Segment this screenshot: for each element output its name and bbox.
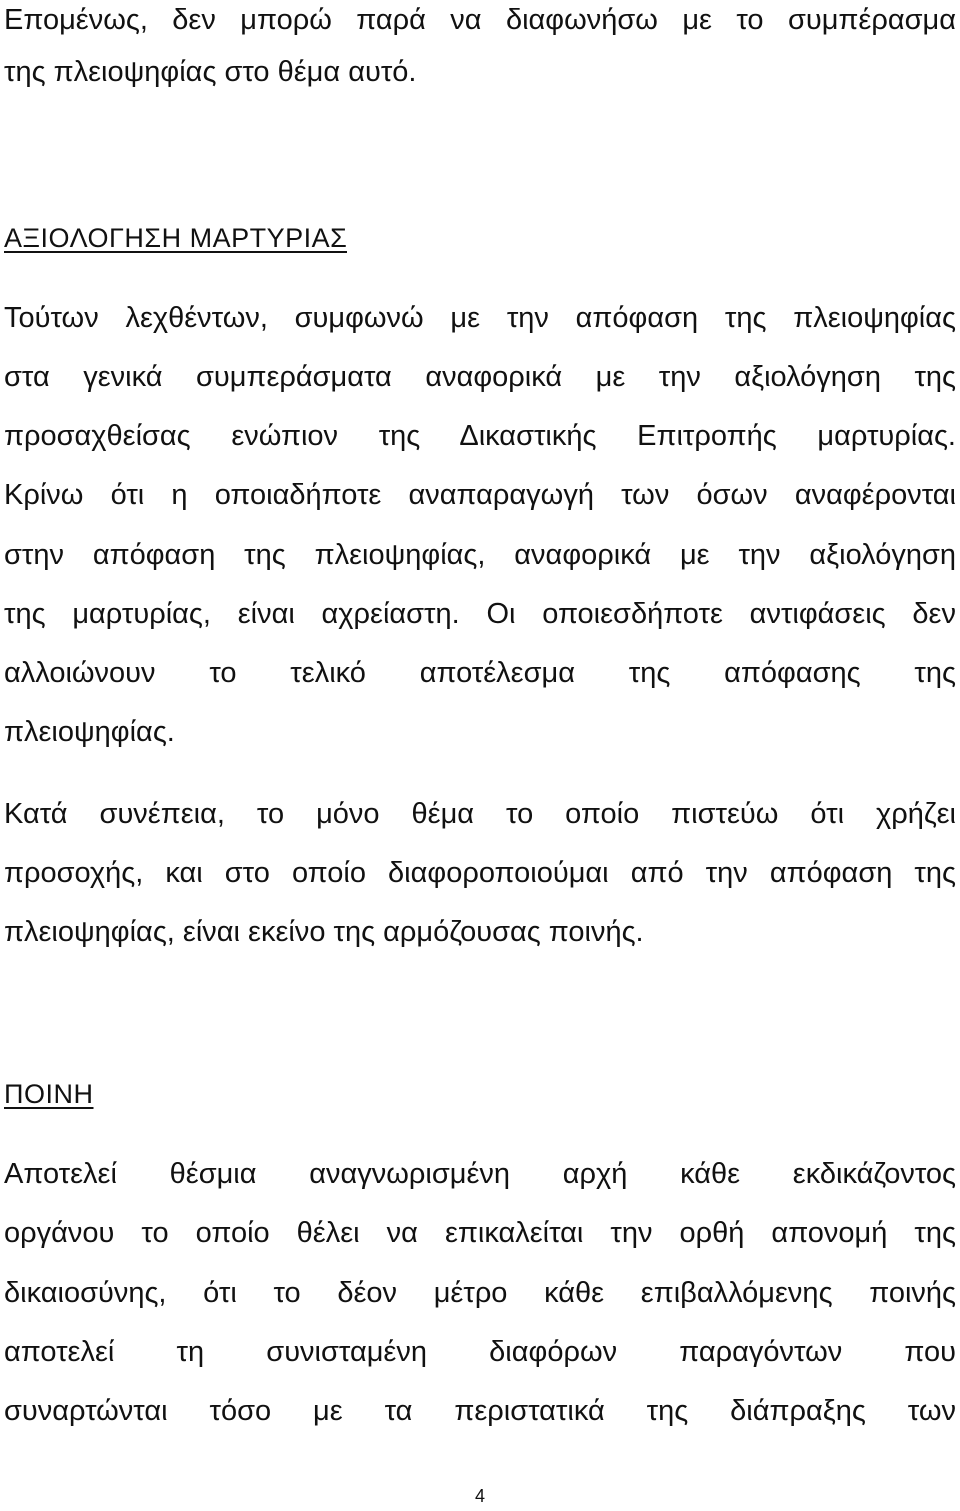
witness-p2-line-1: Κατά συνέπεια, το μόνο θέμα το οποίο πιστεύω ότι χρήζει bbox=[4, 798, 956, 830]
witness-p1-line-5: στην απόφαση της πλειοψηφίας, αναφορικά με την αξιολόγηση bbox=[4, 539, 956, 571]
section-heading-witness: ΑΞΙΟΛΟΓΗΣΗ ΜΑΡΤΥΡΙΑΣ bbox=[4, 223, 348, 253]
intro-line-1: Επομένως, δεν μπορώ παρά να διαφωνήσω με το συμπέρασμα bbox=[4, 4, 956, 36]
penalty-p1-line-5: συναρτώνται τόσο με τα περιστατικά της διάπραξης των bbox=[4, 1395, 956, 1427]
penalty-p1-line-2: οργάνου το οποίο θέλει να επικαλείται την ορθή απονομή της bbox=[4, 1217, 956, 1249]
witness-p2-line-3: πλειοψηφίας, είναι εκείνο της αρμόζουσας ποινής. bbox=[4, 916, 644, 948]
section-heading-penalty: ΠΟΙΝΗ bbox=[4, 1079, 94, 1109]
witness-p1-line-6: της μαρτυρίας, είναι αχρείαστη. Οι οποιεσδήποτε αντιφάσεις δεν bbox=[4, 598, 956, 630]
witness-p1-line-2: στα γενικά συμπεράσματα αναφορικά με την αξιολόγηση της bbox=[4, 361, 956, 393]
witness-p1-line-4: Κρίνω ότι η οποιαδήποτε αναπαραγωγή των όσων αναφέρονται bbox=[4, 479, 956, 511]
witness-p1-line-8: πλειοψηφίας. bbox=[4, 716, 175, 748]
penalty-p1-line-1: Αποτελεί θέσμια αναγνωρισμένη αρχή κάθε εκδικάζοντος bbox=[4, 1158, 956, 1190]
intro-line-2: της πλειοψηφίας στο θέμα αυτό. bbox=[4, 56, 417, 88]
witness-p1-line-1: Τούτων λεχθέντων, συμφωνώ με την απόφαση της πλειοψηφίας bbox=[4, 302, 956, 334]
witness-p1-line-7: αλλοιώνουν το τελικό αποτέλεσμα της απόφασης της bbox=[4, 657, 956, 689]
page-number: 4 bbox=[474, 1486, 485, 1506]
penalty-p1-line-3: δικαιοσύνης, ότι το δέον μέτρο κάθε επιβαλλόμενης ποινής bbox=[4, 1277, 956, 1309]
penalty-p1-line-4: αποτελεί τη συνισταμένη διαφόρων παραγόντων που bbox=[4, 1336, 956, 1368]
witness-p1-line-3: προσαχθείσας ενώπιον της Δικαστικής Επιτροπής μαρτυρίας. bbox=[4, 420, 956, 452]
witness-p2-line-2: προσοχής, και στο οποίο διαφοροποιούμαι από την απόφαση της bbox=[4, 857, 956, 889]
